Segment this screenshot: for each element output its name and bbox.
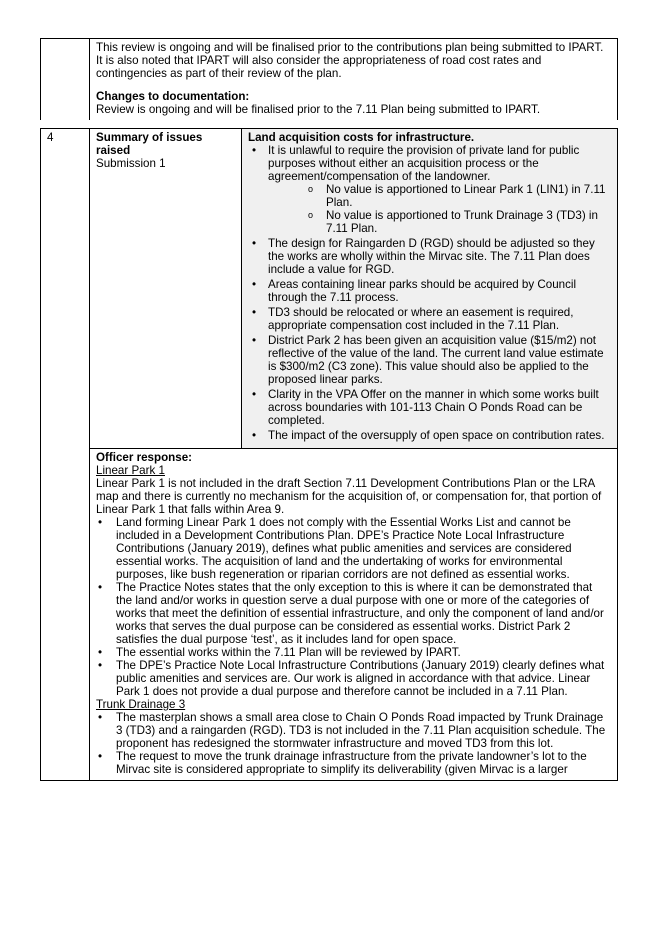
list-item: • The design for Raingarden D (RGD) should be adjusted so they the works are wholly within the Mirvac site. The 7.11 Plan does include a value for RGD. <box>248 237 611 276</box>
list-item: • Land forming Linear Park 1 does not comply with the Essential Works List and cannot be included in a Development Contributions Plan. DPE’s Practice Note Local Infrastructure Contributions (January 2019), defines what public amenities and services are considered essential works. The acquisition of land and the undertaking of works for environmental purposes, like bush regeneration or riparian corridors are not defined as essential works. <box>96 516 611 581</box>
changes-heading: Changes to documentation: <box>96 90 250 103</box>
row-content-cell <box>90 128 618 781</box>
submission-label: Submission 1 <box>96 157 166 170</box>
list-item: • It is unlawful to require the provision of private land for public purposes without either an acquisition process or the agreement/compensation of the landowner. o No value is apportioned to Linear Park 1 (LIN1) in 7.11 Plan. o No value is apportioned to Trunk Drainage 3 (TD3) in 7.11 Plan. <box>248 144 611 235</box>
officer-response <box>96 449 611 776</box>
list-item: • District Park 2 has been given an acquisition value ($15/m2) not reflective of the value of the land. The current land value estimate is $300/m2 (C3 zone). This value should also be applied to the proposed linear parks. <box>248 334 611 386</box>
list-item: • The essential works within the 7.11 Plan will be reviewed by IPART. <box>96 646 611 659</box>
list-item: o No value is apportioned to Linear Park 1 (LIN1) in 7.11 Plan. <box>268 183 611 209</box>
issues-cell <box>242 129 617 448</box>
review-paragraph: This review is ongoing and will be finalised prior to the contributions plan being submitted to IPART. It is also noted that IPART will also consider the appropriateness of road cost rates and contingencies as part of their review of the plan. <box>96 41 604 80</box>
row-number-cell <box>40 128 90 781</box>
issues-list <box>248 144 611 442</box>
list-item: • The masterplan shows a small area close to Chain O Ponds Road impacted by Trunk Drainage 3 (TD3) and a raingarden (RGD). TD3 is not included in the 7.11 Plan acquisition schedule. The proponent has redesigned the stormwater infrastructure and moved TD3 from this lot. <box>96 711 611 750</box>
list-item: • Areas containing linear parks should be acquired by Council through the 7.11 process. <box>248 278 611 304</box>
list-item: • The request to move the trunk drainage infrastructure from the private landowner’s lot to the Mirvac site is considered appropriate to simplify its deliverability (given Mirvac is a larger <box>96 750 611 776</box>
row-number-cell <box>40 38 90 120</box>
changes-text: Review is ongoing and will be finalised prior to the 7.11 Plan being submitted to IPART. <box>96 103 541 116</box>
submissions-table <box>40 38 618 781</box>
summary-cell <box>90 129 242 448</box>
lp1-heading: Linear Park 1 <box>96 464 165 477</box>
table-row-previous <box>40 38 618 120</box>
list-item: o No value is apportioned to Trunk Drainage 3 (TD3) in 7.11 Plan. <box>268 209 611 235</box>
td3-heading: Trunk Drainage 3 <box>96 698 186 711</box>
list-item: • The impact of the oversupply of open space on contribution rates. <box>248 429 611 442</box>
issues-table <box>90 129 617 449</box>
officer-heading: Officer response: <box>96 451 192 464</box>
lp1-intro: Linear Park 1 is not included in the draft Section 7.11 Development Contributions Plan or the LRA map and there is currently no mechanism for the acquisition of, or compensation for, that portion of Linear Park 1 that falls within Area 9. <box>96 477 602 516</box>
issues-heading: Land acquisition costs for infrastructure. <box>248 131 475 144</box>
summary-heading: Summary of issues raised <box>96 131 203 157</box>
list-item: • The DPE’s Practice Note Local Infrastructure Contributions (January 2019) clearly defines what public amenities and services are. Our work is aligned in accordance with that advice. Linear Park 1 does not provide a dual purpose and therefore cannot be included in a 7.11 Plan. <box>96 659 611 698</box>
td3-list <box>96 711 611 776</box>
list-item: • TD3 should be relocated or where an easement is required, appropriate compensation cost included in the 7.11 Plan. <box>248 306 611 332</box>
response-cell <box>90 38 618 120</box>
list-item: • The Practice Notes states that the only exception to this is where it can be demonstrated that the land and/or works in question serve a dual purpose with one or more of the categories of works that meet the definition of essential infrastructure, and only the component of land and/or works that serves the dual purpose can be considered as essential works. District Park 2 satisfies the dual purpose ‘test’, as it includes land for open space. <box>96 581 611 646</box>
lp1-list <box>96 516 611 698</box>
sub-issues-list <box>268 183 611 235</box>
table-row-4 <box>40 120 618 781</box>
list-item: • Clarity in the VPA Offer on the manner in which some works built across boundaries with 101-113 Chain O Ponds Road can be completed. <box>248 388 611 427</box>
row-number: 4 <box>47 131 54 144</box>
